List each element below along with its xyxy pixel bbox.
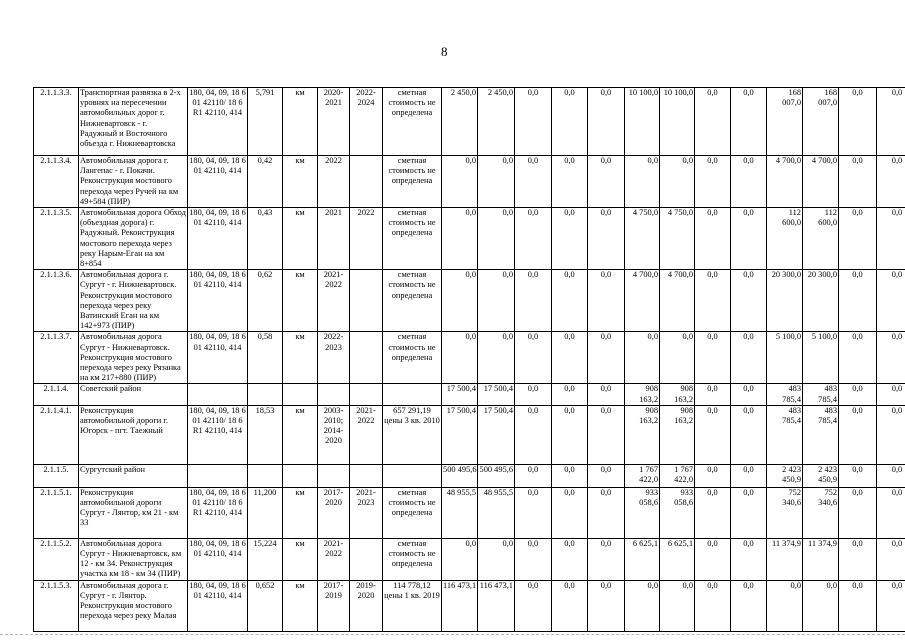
cell-estimated-cost: сметная стоимость не определена: [383, 487, 442, 538]
cell-budget-2023: 908 163,2: [660, 384, 695, 405]
cell-total-2024: 4 700,0: [767, 156, 803, 208]
cell-local-2023: 0,0: [731, 208, 767, 270]
cell-federal-2024: 0,0: [839, 88, 877, 156]
cell-budget-2023: 4 700,0: [660, 270, 695, 332]
cell-budget-2023: 0,0: [660, 156, 695, 208]
cell-local-2022: 0,0: [552, 538, 588, 580]
cell-object-name: Автомобильная дорога Обход (объездная дорога) г. Радужный. Реконструкция мостового перехода через реку Нарым-Еган на км 8+854: [80, 208, 186, 269]
cell-object-name: Реконструкция автомобильной дороги Сургут - Лянтор, км 21 - км 33: [79, 487, 188, 538]
cell-total-2023: 908 163,2: [625, 405, 660, 464]
cell-federal-2022: 0,0: [515, 384, 552, 405]
table-row: [34, 487, 905, 538]
cell-federal-2023: 0,0: [695, 270, 731, 332]
cell-build-period: 2019-2020: [350, 580, 383, 631]
cell-local-2022: 0,0: [552, 464, 588, 487]
cell-code: 2.1.1.3.4.: [34, 156, 79, 208]
cell-other-2022: 0,0: [588, 580, 625, 631]
cell-federal-2024: 0,0: [839, 384, 877, 405]
cell-build-period: [350, 270, 383, 332]
cell-design-period: [318, 464, 350, 487]
cell-total-2022: 0,0: [442, 332, 478, 384]
cell-budget-2023: 4 750,0: [660, 208, 695, 270]
cell-budget-code: 180, 04, 09, 18 6 01 42110, 414: [188, 580, 248, 631]
cell-local-2023: 0,0: [731, 580, 767, 631]
cell-local-2022: 0,0: [552, 405, 588, 464]
cell-federal-2023: 0,0: [695, 332, 731, 384]
table-row: [34, 208, 905, 270]
cell-build-period: [350, 332, 383, 384]
cell-budget-2024: 0,0: [803, 580, 839, 631]
cell-budget-2023: 0,0: [660, 332, 695, 384]
cell-federal-2024: 0,0: [839, 270, 877, 332]
cell-federal-2022: 0,0: [515, 208, 552, 270]
table-row: [34, 156, 905, 208]
cell-local-2023: 0,0: [731, 538, 767, 580]
cell-local-2022: 0,0: [552, 580, 588, 631]
cell-build-period: [350, 464, 383, 487]
cell-federal-2024: 0,0: [839, 538, 877, 580]
table-row: [34, 332, 905, 384]
cell-build-period: [350, 156, 383, 208]
cell-unit: [283, 384, 318, 405]
cell-total-2023: 933 058,6: [625, 487, 660, 538]
cell-capacity: 5,791: [248, 88, 283, 156]
cell-code: 2.1.1.4.: [34, 384, 79, 405]
cell-estimated-cost: сметная стоимость не определена: [383, 88, 442, 156]
cell-local-2024: 0,0: [877, 156, 905, 208]
cell-federal-2024: 0,0: [839, 487, 877, 538]
cell-local-2022: 0,0: [552, 208, 588, 270]
table-row: [34, 88, 905, 156]
cell-federal-2023: 0,0: [695, 487, 731, 538]
cell-total-2024: 20 300,0: [767, 270, 803, 332]
cell-design-period: 2021-2022: [318, 538, 350, 580]
cell-capacity: 0,652: [248, 580, 283, 631]
cell-budget-2024: 168 007,0: [803, 88, 839, 156]
cell-budget-code: 180, 04, 09, 18 6 01 42110, 414: [188, 332, 248, 384]
cell-total-2024: 168 007,0: [767, 88, 803, 156]
cell-federal-2022: 0,0: [515, 580, 552, 631]
cell-design-period: 2021: [318, 208, 350, 270]
cell-estimated-cost: 114 778,12 цены 1 кв. 2019: [383, 580, 442, 631]
cell-unit: км: [283, 332, 318, 384]
cell-total-2022: 17 500,4: [442, 384, 478, 405]
cell-object-name: Автомобильная дорога г. Сургут - г. Нижневартовск. Реконструкция мостового перехода через реку Ватинский Еган на км 142+973 (ПИР): [79, 270, 188, 332]
cell-total-2023: 10 100,0: [625, 88, 660, 156]
cell-total-2023: 4 700,0: [625, 270, 660, 332]
cell-federal-2023: 0,0: [695, 405, 731, 464]
cell-budget-code: 180, 04, 09, 18 6 01 42110/ 18 6 R1 42110, 414: [188, 487, 248, 538]
cell-code: 2.1.1.5.2.: [34, 538, 79, 580]
cell-estimated-cost: [383, 464, 442, 487]
cell-budget-2024: 20 300,0: [803, 270, 839, 332]
cell-federal-2022: 0,0: [515, 332, 552, 384]
cell-design-period: 2017-2020: [318, 487, 350, 538]
cell-total-2024: 483 785,4: [767, 384, 803, 405]
cell-budget-2022: 0,0: [478, 270, 515, 332]
cell-object-name: Автомобильная дорога г. Сургут - г. Лянтор. Реконструкция мостового перехода через реку Малая: [79, 580, 188, 631]
cell-budget-code: 180, 04, 09, 18 6 01 42110, 414: [188, 538, 248, 580]
cell-total-2022: 500 495,6: [442, 464, 478, 487]
cell-object-name: Автомобильная дорога Сургут - Нижневартовск, км 12 - км 34. Реконструкция участка км 18 - км 34 (ПИР): [79, 538, 188, 580]
cell-total-2023: 1 767 422,0: [625, 464, 660, 487]
cell-local-2023: 0,0: [731, 88, 767, 156]
cell-federal-2022: 0,0: [515, 405, 552, 464]
cell-budget-2022: 116 473,1: [478, 580, 515, 631]
cell-total-2023: 908 163,2: [625, 384, 660, 405]
cell-other-2022: 0,0: [588, 384, 625, 405]
cell-unit: км: [283, 156, 318, 208]
cell-build-period: 2021-2022: [350, 405, 383, 464]
cell-local-2023: 0,0: [731, 270, 767, 332]
cell-total-2023: 4 750,0: [625, 208, 660, 270]
cell-object-name: Реконструкция автомобильной дороги г. Югорск - пгт. Таежный: [79, 405, 188, 464]
cell-unit: км: [283, 580, 318, 631]
cell-local-2023: 0,0: [731, 464, 767, 487]
cell-capacity: 11,200: [248, 487, 283, 538]
cell-other-2022: 0,0: [588, 487, 625, 538]
page-number: 8: [441, 44, 448, 59]
cell-local-2024: 0,0: [877, 332, 905, 384]
cell-capacity: 0,42: [248, 156, 283, 208]
cell-local-2023: 0,0: [731, 332, 767, 384]
cell-total-2023: 6 625,1: [625, 538, 660, 580]
cell-capacity: 15,224: [248, 538, 283, 580]
cell-budget-2022: 500 495,6: [478, 464, 515, 487]
cell-local-2024: 0,0: [877, 487, 905, 538]
cell-budget-code: 180, 04, 09, 18 6 01 42110/ 18 6 R1 42110, 414: [188, 88, 248, 156]
cell-local-2023: 0,0: [731, 156, 767, 208]
cell-estimated-cost: 657 291,19 цены 3 кв. 2010: [383, 405, 442, 464]
cell-estimated-cost: сметная стоимость не определена: [383, 332, 442, 384]
cell-local-2022: 0,0: [552, 384, 588, 405]
cell-federal-2024: 0,0: [839, 405, 877, 464]
cell-federal-2022: 0,0: [515, 270, 552, 332]
table-row: [34, 405, 905, 464]
cell-unit: км: [283, 208, 318, 270]
cell-capacity: [248, 464, 283, 487]
cell-total-2024: 11 374,9: [767, 538, 803, 580]
cell-local-2022: 0,0: [552, 270, 588, 332]
cell-total-2023: 0,0: [625, 332, 660, 384]
cell-budget-code: 180, 04, 09, 18 6 01 42110, 414: [188, 270, 248, 332]
cell-local-2022: 0,0: [552, 156, 588, 208]
cell-estimated-cost: сметная стоимость не определена: [383, 208, 442, 270]
cell-local-2023: 0,0: [731, 487, 767, 538]
cell-object-name: Сургутский район: [79, 464, 188, 487]
table-row: [34, 538, 905, 580]
cell-local-2023: 0,0: [731, 405, 767, 464]
table-body: [34, 88, 905, 632]
cell-total-2023: 0,0: [625, 156, 660, 208]
cell-object-name: Транспортная развязка в 2-х уровнях на пересечении автомобильных дорог г. Нижневартовск - г. Радужный и Восточного объезда г. Нижневартовска: [79, 88, 188, 156]
cell-budget-code: 180, 04, 09, 18 6 01 42110/ 18 6 R1 42110, 414: [188, 405, 248, 464]
cell-total-2022: 116 473,1: [442, 580, 478, 631]
cell-budget-2022: 0,0: [478, 208, 515, 270]
cell-local-2023: 0,0: [731, 384, 767, 405]
cell-total-2024: 752 340,6: [767, 487, 803, 538]
cell-design-period: 2017-2019: [318, 580, 350, 631]
cell-other-2022: 0,0: [588, 405, 625, 464]
cell-other-2022: 0,0: [588, 88, 625, 156]
cell-total-2024: 0,0: [767, 580, 803, 631]
cell-build-period: 2022: [350, 208, 383, 270]
cell-total-2024: 5 100,0: [767, 332, 803, 384]
cell-local-2024: 0,0: [877, 580, 905, 631]
cell-total-2022: 48 955,5: [442, 487, 478, 538]
cell-local-2022: 0,0: [552, 332, 588, 384]
cell-code: 2.1.1.3.7.: [34, 332, 79, 384]
cell-local-2022: 0,0: [552, 487, 588, 538]
cell-code: 2.1.1.5.3.: [34, 580, 79, 631]
cell-unit: [283, 464, 318, 487]
cell-federal-2022: 0,0: [515, 88, 552, 156]
cell-budget-2023: 908 163,2: [660, 405, 695, 464]
cell-federal-2023: 0,0: [695, 156, 731, 208]
cell-other-2022: 0,0: [588, 270, 625, 332]
cell-federal-2022: 0,0: [515, 156, 552, 208]
cell-capacity: 0,62: [248, 270, 283, 332]
cell-unit: км: [283, 88, 318, 156]
cell-budget-2022: 0,0: [478, 538, 515, 580]
cell-federal-2023: 0,0: [695, 538, 731, 580]
cell-code: 2.1.1.3.6.: [34, 270, 79, 332]
cell-budget-code: [188, 464, 248, 487]
cell-design-period: 2020-2021: [318, 88, 350, 156]
cell-code: 2.1.1.3.3.: [34, 88, 79, 156]
cell-budget-2022: 2 450,0: [478, 88, 515, 156]
cell-budget-2023: 1 767 422,0: [660, 464, 695, 487]
cell-local-2024: 0,0: [877, 464, 905, 487]
cell-federal-2023: 0,0: [695, 208, 731, 270]
table-row: [34, 464, 905, 487]
cell-capacity: [248, 384, 283, 405]
cell-total-2022: 17 500,4: [442, 405, 478, 464]
cell-build-period: [350, 384, 383, 405]
cell-code: 2.1.1.4.1.: [34, 405, 79, 464]
cell-budget-code: 180, 04, 09, 18 6 01 42110, 414: [188, 156, 248, 208]
cell-unit: км: [283, 538, 318, 580]
cell-federal-2023: 0,0: [695, 464, 731, 487]
cell-federal-2024: 0,0: [839, 580, 877, 631]
cell-local-2024: 0,0: [877, 208, 905, 270]
cell-other-2022: 0,0: [588, 464, 625, 487]
cell-local-2024: 0,0: [877, 405, 905, 464]
cell-total-2022: 0,0: [442, 270, 478, 332]
cell-total-2022: 2 450,0: [442, 88, 478, 156]
cell-design-period: [318, 384, 350, 405]
cell-budget-2022: 0,0: [478, 156, 515, 208]
cell-local-2022: 0,0: [552, 88, 588, 156]
cell-design-period: 2022: [318, 156, 350, 208]
cell-federal-2022: 0,0: [515, 464, 552, 487]
cell-object-name: Автомобильная дорога г. Лангепас - г. Покачи. Реконструкция мостового перехода через Ручей на км 49+584 (ПИР): [79, 156, 188, 208]
scan-edge-line: [0, 634, 905, 635]
table-row: [34, 270, 905, 332]
cell-total-2023: 0,0: [625, 580, 660, 631]
cell-federal-2023: 0,0: [695, 384, 731, 405]
cell-estimated-cost: сметная стоимость не определена: [383, 270, 442, 332]
cell-other-2022: 0,0: [588, 332, 625, 384]
cell-unit: км: [283, 487, 318, 538]
cell-federal-2022: 0,0: [515, 487, 552, 538]
cell-code: 2.1.1.5.: [34, 464, 79, 487]
cell-budget-2024: 5 100,0: [803, 332, 839, 384]
cell-build-period: [350, 538, 383, 580]
cell-budget-2024: 112 600,0: [803, 208, 839, 270]
cell-total-2022: 0,0: [442, 208, 478, 270]
cell-local-2024: 0,0: [877, 384, 905, 405]
cell-other-2022: 0,0: [588, 208, 625, 270]
cell-federal-2024: 0,0: [839, 156, 877, 208]
cell-total-2022: 0,0: [442, 156, 478, 208]
cell-design-period: 2021-2022: [318, 270, 350, 332]
cell-budget-2022: 17 500,4: [478, 384, 515, 405]
table-row: [34, 580, 905, 631]
cell-other-2022: 0,0: [588, 156, 625, 208]
cell-code: 2.1.1.5.1.: [34, 487, 79, 538]
cell-total-2024: 2 423 450,9: [767, 464, 803, 487]
cell-total-2022: 0,0: [442, 538, 478, 580]
cell-local-2024: 0,0: [877, 88, 905, 156]
cell-budget-2022: 48 955,5: [478, 487, 515, 538]
cell-budget-2024: 483 785,4: [803, 384, 839, 405]
cell-budget-code: 180, 04, 09, 18 6 01 42110, 414: [188, 208, 248, 270]
cell-federal-2024: 0,0: [839, 332, 877, 384]
cell-design-period: 2022-2023: [318, 332, 350, 384]
cell-capacity: 0,43: [248, 208, 283, 270]
cell-build-period: 2021-2023: [350, 487, 383, 538]
cell-other-2022: 0,0: [588, 538, 625, 580]
cell-design-period: 2003-2010; 2014-2020: [318, 405, 350, 464]
cell-budget-2024: 11 374,9: [803, 538, 839, 580]
object-list-table: [33, 87, 905, 632]
cell-capacity: 0,58: [248, 332, 283, 384]
cell-budget-code: [188, 384, 248, 405]
cell-estimated-cost: [383, 384, 442, 405]
cell-federal-2022: 0,0: [515, 538, 552, 580]
cell-total-2024: 112 600,0: [767, 208, 803, 270]
cell-budget-2024: 752 340,6: [803, 487, 839, 538]
cell-budget-2022: 17 500,4: [478, 405, 515, 464]
cell-budget-2023: 10 100,0: [660, 88, 695, 156]
cell-estimated-cost: сметная стоимость не определена: [383, 538, 442, 580]
cell-build-period: 2022-2024: [350, 88, 383, 156]
cell-federal-2023: 0,0: [695, 88, 731, 156]
cell-local-2024: 0,0: [877, 538, 905, 580]
cell-federal-2024: 0,0: [839, 208, 877, 270]
cell-budget-2022: 0,0: [478, 332, 515, 384]
table-row: [34, 384, 905, 405]
cell-local-2024: 0,0: [877, 270, 905, 332]
cell-budget-2024: 2 423 450,9: [803, 464, 839, 487]
cell-federal-2023: 0,0: [695, 580, 731, 631]
cell-budget-2023: 0,0: [660, 580, 695, 631]
cell-budget-2023: 6 625,1: [660, 538, 695, 580]
cell-federal-2024: 0,0: [839, 464, 877, 487]
cell-unit: км: [283, 270, 318, 332]
cell-unit: км: [283, 405, 318, 464]
cell-estimated-cost: сметная стоимость не определена: [383, 156, 442, 208]
cell-object-name: Автомобильная дорога Сургут - Нижневартовск. Реконструкция мостового перехода через реку Рязанка на км 217+880 (ПИР): [79, 332, 188, 384]
cell-budget-2024: 4 700,0: [803, 156, 839, 208]
cell-budget-2024: 483 785,4: [803, 405, 839, 464]
cell-budget-2023: 933 058,6: [660, 487, 695, 538]
cell-object-name: Советский район: [79, 384, 188, 405]
cell-code: 2.1.1.3.5.: [34, 208, 79, 270]
cell-total-2024: 483 785,4: [767, 405, 803, 464]
cell-capacity: 18,53: [248, 405, 283, 464]
